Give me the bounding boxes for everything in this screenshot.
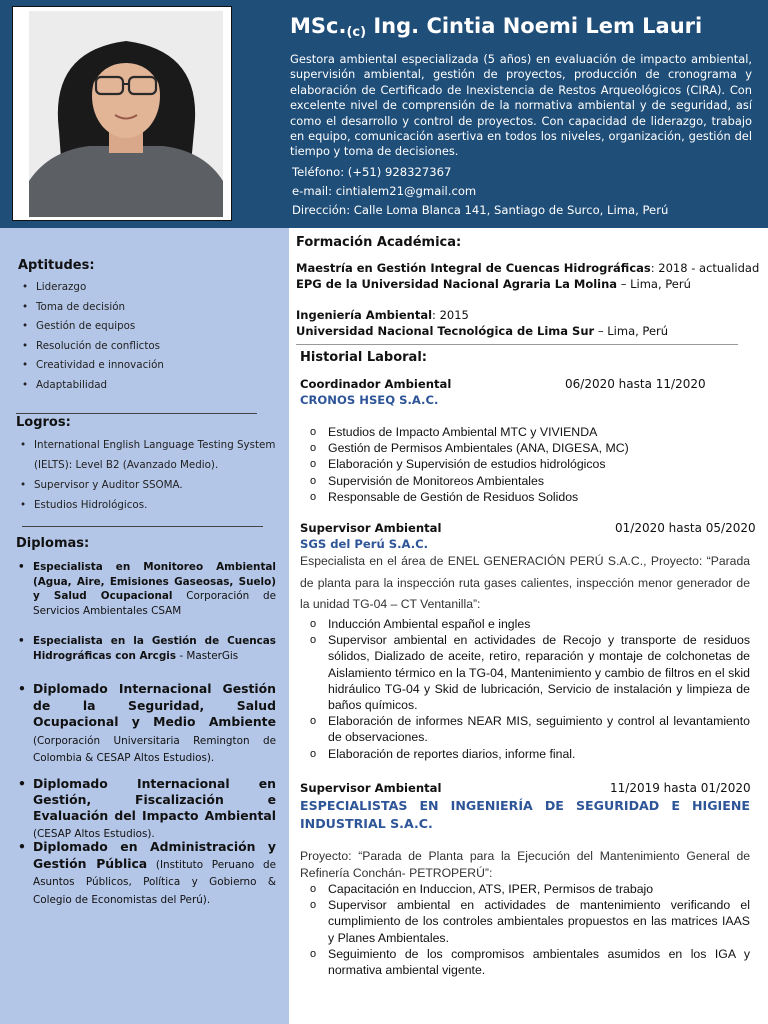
list-item: o Supervisor ambiental en actividades de Recojo y transporte de residuos sólidos, Dializado de aceite, retiro, reparación y montaje de colchonetas de Aislamiento térmico en la TG-04, Mantenimiento y cambio de filtros en el skid hidráulico TG-04 y Skid de lubricación, Servicio de instalación y limpieza de baños químicos. [310, 632, 750, 713]
work-heading: Historial Laboral: [300, 350, 427, 365]
list-item: o Elaboración y Supervisión de estudios hidrológicos [310, 456, 750, 472]
profile-summary: Gestora ambiental especializada (5 años) en evaluación de impacto ambiental, supervisión ambiental, gestión de proyectos, producción de cronograma y elaboración de Certificado de Inexistencia de Restos Arqueológicos (CIRA). Con excelente nivel de comprensión de la normativa ambiental y de seguridad, así como el desarrollo y control de proyectos. Con capacidad de liderazgo, trabajo en equipo, comunicación asertiva en todos los niveles, organización, gestión del tiempo y toma de decisiones. [290, 52, 752, 159]
profile-photo-frame [12, 6, 232, 221]
job-company: CRONOS HSEQ S.A.C. [300, 393, 439, 407]
job-dates: 06/2020 hasta 11/2020 [565, 377, 706, 391]
list-item: o Capacitación en Induccion, ATS, IPER, Permisos de trabajo [310, 881, 750, 897]
education-school: Universidad Nacional Tecnológica de Lima Sur – Lima, Perú [296, 324, 669, 338]
job-tasks [310, 424, 750, 505]
header-band [0, 0, 768, 228]
list-item: o Seguimiento de los compromisos ambientales asumidos en los IGA y normativa ambiental vigente. [310, 946, 750, 978]
divider [22, 526, 263, 527]
list-item: • Toma de decisión [20, 298, 164, 318]
job-tasks [310, 881, 750, 978]
aptitudes-heading: Aptitudes: [18, 258, 95, 273]
list-item: o Supervisión de Monitoreos Ambientales [310, 473, 750, 489]
divider [296, 344, 738, 345]
list-item: o Elaboración de reportes diarios, informe final. [310, 746, 750, 762]
list-item: o Estudios de Impacto Ambiental MTC y VIVIENDA [310, 424, 750, 440]
diploma-item: • Especialista en la Gestión de Cuencas Hidrográficas con Arcgis - MasterGis [16, 634, 276, 663]
job-dates: 11/2019 hasta 01/2020 [610, 781, 751, 795]
education-heading: Formación Académica: [296, 235, 462, 250]
aptitudes-list [20, 278, 164, 396]
job-dates: 01/2020 hasta 05/2020 [615, 521, 756, 535]
job-description: Especialista en el área de ENEL GENERACIÓN PERÚ S.A.C., Proyecto: “Parada de planta para la inspección ruta gases calientes, inspección menor generador de la unidad TG-04 – CT Ventanilla”: [300, 554, 750, 611]
phone-text: Teléfono: (+51) 928327367 [292, 165, 452, 179]
address-text: Dirección: Calle Loma Blanca 141, Santiago de Surco, Lima, Perú [292, 203, 669, 217]
candidate-name: $MSc._{(c)}$ Ing. Cintia Noemi Lem Lauri [290, 14, 703, 40]
list-item: o Supervisor ambiental en actividades de mantenimiento verificando el cumplimiento de los controles ambientales propuestos en las matrices IAAS y Planes Ambientales. [310, 897, 750, 946]
list-item: • Liderazgo [20, 278, 164, 298]
diploma-item: • Diplomado Internacional en Gestión, Fiscalización e Evaluación del Impacto Ambiental (CESAP Altos Estudios). [16, 776, 276, 842]
logros-heading: Logros: [16, 415, 71, 430]
job-role: Supervisor Ambiental [300, 521, 442, 535]
list-item: o Inducción Ambiental español e ingles [310, 616, 750, 632]
list-item: • Adaptabilidad [20, 376, 164, 396]
diploma-item: • Diplomado Internacional Gestión de la Seguridad, Salud Ocupacional y Medio Ambiente (Corporación Universitaria Remington de Colombia & CESAP Altos Estudios). [16, 681, 276, 767]
list-item: • Supervisor y Auditor SSOMA. [20, 475, 282, 495]
diploma-item: • Especialista en Monitoreo Ambiental (Agua, Aire, Emisiones Gaseosas, Suelo) y Salud Ocupacional Corporación de Servicios Ambientales CSAM [16, 560, 276, 618]
list-item: • International English Language Testing System (IELTS): Level B2 (Avanzado Medio). [20, 435, 282, 475]
education-degree: Maestría en Gestión Integral de Cuencas Hidrográficas: 2018 - actualidad [296, 261, 760, 275]
divider [16, 413, 257, 414]
education-school: EPG de la Universidad Nacional Agraria La Molina – Lima, Perú [296, 277, 691, 291]
job-description: Proyecto: “Parada de Planta para la Ejecución del Mantenimiento General de Refinería Conchán- PETROPERÚ”: [300, 849, 750, 880]
list-item: o Gestión de Permisos Ambientales (ANA, DIGESA, MC) [310, 440, 750, 456]
list-item: • Creatividad e innovación [20, 356, 164, 376]
list-item: • Estudios Hidrológicos. [20, 495, 282, 515]
education-degree: Ingeniería Ambiental: 2015 [296, 308, 469, 322]
list-item: • Resolución de conflictos [20, 337, 164, 357]
job-role: Supervisor Ambiental [300, 781, 442, 795]
list-item: o Responsable de Gestión de Residuos Solidos [310, 489, 750, 505]
job-company: SGS del Perú S.A.C. [300, 537, 429, 551]
diploma-item: • Diplomado en Administración y Gestión Pública (Instituto Peruano de Asuntos Públicos, Política y Gobierno & Colegio de Economistas del Perú). [16, 839, 276, 908]
list-item: o Elaboración de informes NEAR MIS, seguimiento y control al levantamiento de observaciones. [310, 713, 750, 745]
list-item: • Gestión de equipos [20, 317, 164, 337]
profile-photo [29, 11, 223, 217]
job-role: Coordinador Ambiental [300, 377, 452, 391]
diplomas-heading: Diplomas: [16, 536, 90, 551]
email-text: e-mail: cintialem21@gmail.com [292, 184, 477, 198]
job-tasks [310, 616, 750, 762]
job-company: ESPECIALISTAS EN INGENIERÍA DE SEGURIDAD E HIGIENE INDUSTRIAL S.A.C. [300, 798, 750, 831]
